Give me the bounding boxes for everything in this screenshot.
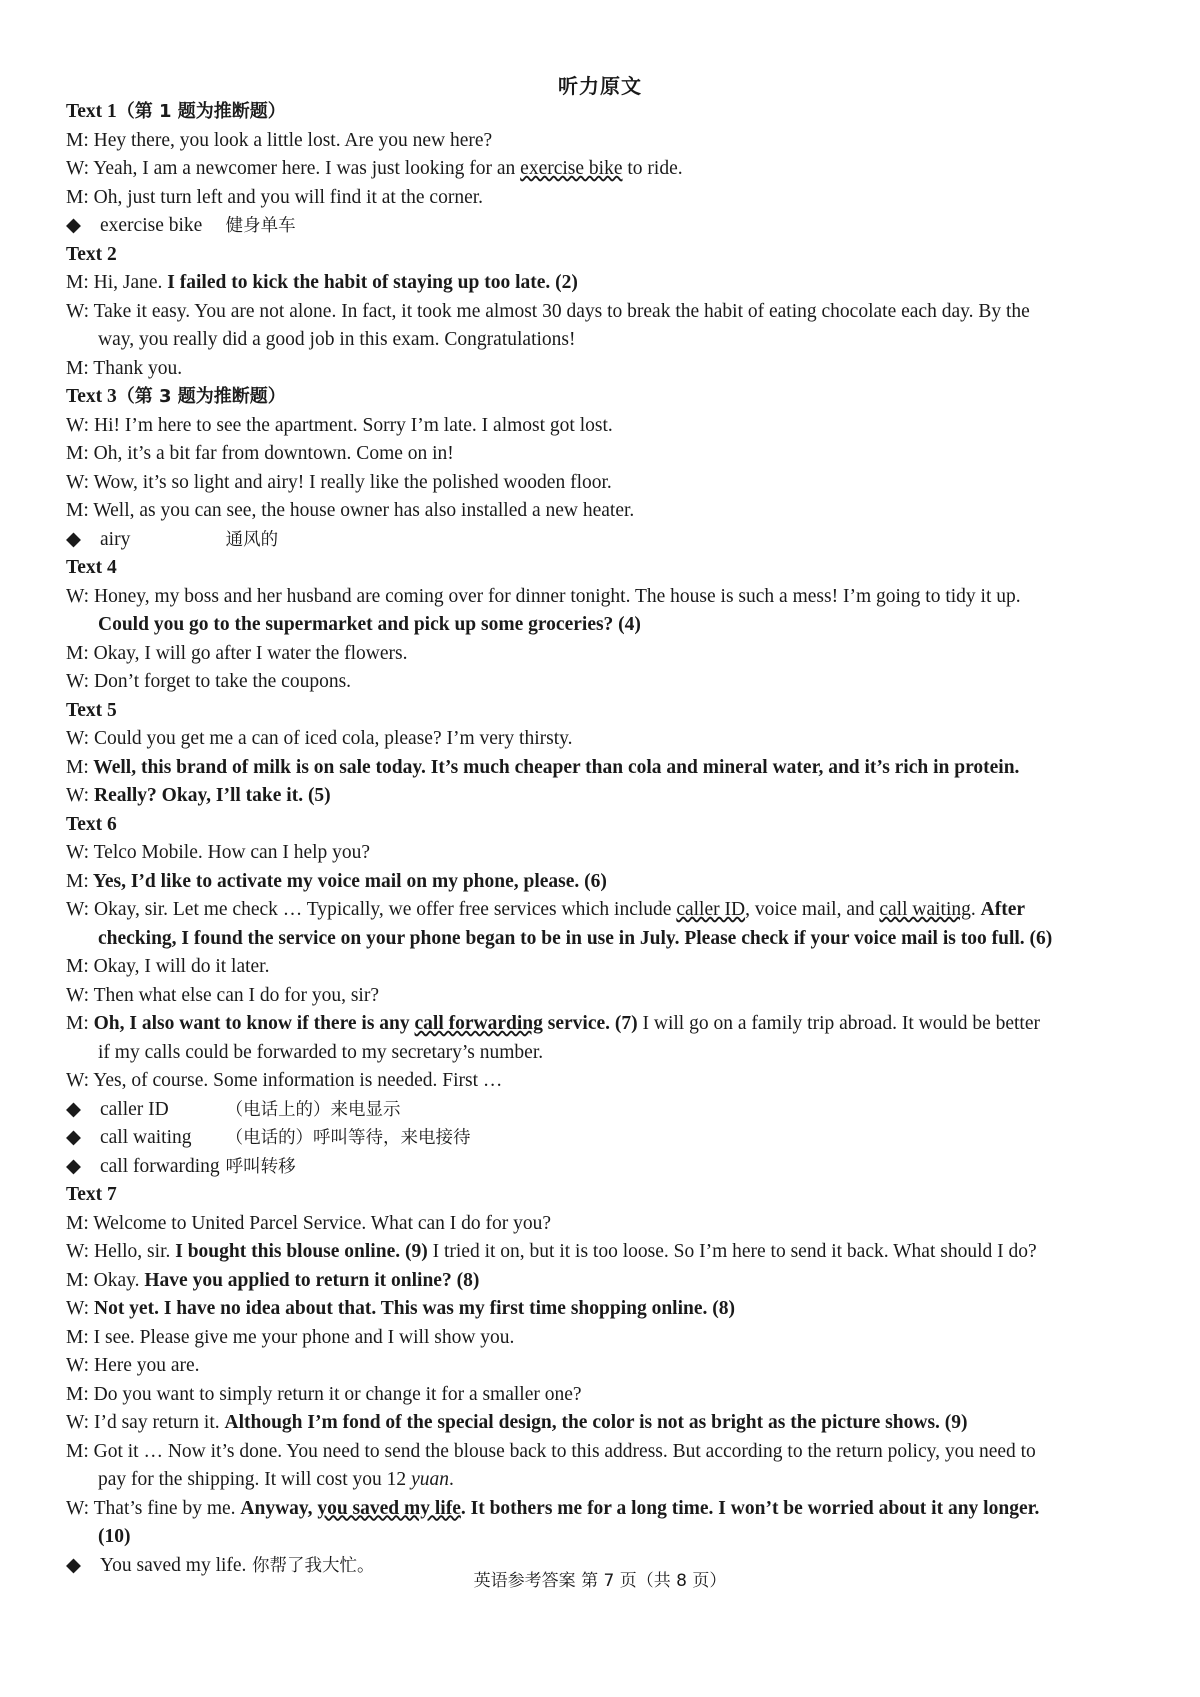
dialogue-text: I see. Please give me your phone and I will show you. <box>88 1326 515 1348</box>
speaker-label: W: <box>66 842 90 863</box>
speaker-label: W: <box>66 414 90 436</box>
dialogue-line <box>66 953 1146 982</box>
vocab-term: You saved my life. <box>100 1554 247 1576</box>
dialogue-line <box>66 1067 1146 1096</box>
dialogue-line <box>66 896 1146 925</box>
dialogue-line <box>66 127 1146 156</box>
dialogue-line <box>66 1495 1146 1524</box>
dialogue-line <box>66 668 1146 697</box>
dialogue-line <box>66 269 1146 298</box>
dialogue-line <box>66 184 1146 213</box>
dialogue-text: Honey, my boss and her husband are coming over for dinner tonight. The house is such a mess! I’m going to tidy it up. <box>89 585 1021 607</box>
page-title: 听力原文 <box>558 74 642 98</box>
speaker-label: W: <box>66 899 90 920</box>
dialogue-line <box>66 640 1146 669</box>
page-footer: 英语参考答案 第 7 页（共 8 页） <box>473 1571 727 1591</box>
speaker-label: W: <box>66 158 90 179</box>
speaker-label: W: <box>66 1412 90 1433</box>
speaker-label: W: <box>66 1355 90 1376</box>
dialogue-text: Anyway, <box>240 1497 318 1519</box>
dialogue-text: to ride. <box>622 158 683 179</box>
section-note: （第 3 题为推断题） <box>116 386 286 407</box>
dialogue-line <box>66 155 1146 184</box>
speaker-label: M: <box>66 500 89 521</box>
dialogue-line <box>66 1267 1146 1296</box>
dialogue-line <box>66 412 1146 441</box>
dialogue-line-continued <box>66 611 1146 640</box>
dialogue-line <box>66 298 1146 327</box>
dialogue-line <box>66 725 1146 754</box>
vocab-translation: 呼叫转移 <box>220 1156 296 1177</box>
dialogue-line <box>66 355 1146 384</box>
dialogue-line <box>66 782 1146 811</box>
dialogue-line <box>66 1238 1146 1267</box>
vocab-note <box>66 526 1146 555</box>
dialogue-line <box>66 982 1146 1011</box>
dialogue-text: Don’t forget to take the coupons. <box>89 671 352 692</box>
dialogue-text: Oh, just turn left and you will find it at the corner. <box>88 186 484 208</box>
dialogue-text: Well, as you can see, the house owner has also installed a new heater. <box>88 500 635 521</box>
dialogue-text: Thank you. <box>88 357 183 379</box>
dialogue-text: Well, this brand of milk is on sale today. It’s much cheaper than cola and mineral water, and it’s rich in protein. <box>88 756 1020 778</box>
diamond-bullet-icon: ◆ <box>66 528 81 550</box>
vocab-term: call forwarding <box>100 1155 220 1177</box>
dialogue-line-continued <box>66 925 1146 954</box>
dialogue-line <box>66 868 1146 897</box>
dialogue-line <box>66 1010 1146 1039</box>
dialogue-text: Hi, Jane. <box>88 272 168 293</box>
dialogue-text: Yes, of course. Some information is needed. First … <box>89 1070 503 1091</box>
dialogue-text: Yes, I’d like to activate my voice mail on my phone, please. (6) <box>88 870 607 892</box>
speaker-label: W: <box>66 1298 90 1319</box>
dialogue-text: Okay, I will do it later. <box>88 956 270 977</box>
section-note: （第 1 题为推断题） <box>116 101 286 122</box>
speaker-label: W: <box>66 671 90 692</box>
dialogue-text: way, you really did a good job in this exam. Congratulations! <box>98 329 576 350</box>
dialogue-text: exercise bike <box>520 158 623 179</box>
speaker-label: M: <box>66 756 89 778</box>
speaker-label: M: <box>66 272 89 293</box>
dialogue-text: Okay. <box>88 1269 145 1291</box>
dialogue-text: Telco Mobile. How can I help you? <box>89 842 371 863</box>
dialogue-text: Hello, sir. <box>89 1241 176 1262</box>
vocab-note <box>66 1096 1146 1125</box>
speaker-label: W: <box>66 471 90 493</box>
vocab-note <box>66 212 1146 241</box>
dialogue-text: . <box>970 899 981 920</box>
speaker-label: M: <box>66 1326 89 1348</box>
speaker-label: M: <box>66 1212 89 1234</box>
dialogue-text: (10) <box>98 1526 131 1547</box>
dialogue-text: Really? Okay, I’ll take it. (5) <box>89 785 331 806</box>
dialogue-line <box>66 440 1146 469</box>
speaker-label: M: <box>66 1440 89 1462</box>
speaker-label: M: <box>66 1383 89 1405</box>
section-title: Text 2 <box>66 243 117 265</box>
dialogue-line-continued <box>66 1466 1146 1495</box>
speaker-label: M: <box>66 1013 89 1034</box>
dialogue-text: Could you go to the supermarket and pick up some groceries? (4) <box>98 614 641 635</box>
dialogue-text: After <box>980 899 1026 920</box>
speaker-label: M: <box>66 1269 89 1291</box>
dialogue-text: Take it easy. You are not alone. In fact, it took me almost 30 days to break the habit of eating chocolate each day. By the <box>89 300 1030 322</box>
dialogue-text: checking, I found the service on your phone began to be in use in July. Please check if your voice mail is too full. (6) <box>98 927 1053 949</box>
section-heading <box>66 811 1146 840</box>
dialogue-line-continued <box>66 1039 1146 1068</box>
dialogue-text: Oh, it’s a bit far from downtown. Come on in! <box>88 443 454 464</box>
dialogue-line <box>66 1210 1146 1239</box>
vocab-note <box>66 1153 1146 1182</box>
dialogue-text: pay for the shipping. It will cost you 12 <box>98 1469 412 1490</box>
dialogue-text: I tried it on, but it is too loose. So I’m here to send it back. What should I do? <box>427 1241 1037 1262</box>
speaker-label: M: <box>66 443 89 464</box>
dialogue-line <box>66 1295 1146 1324</box>
dialogue-text: Hey there, you look a little lost. Are you new here? <box>88 129 493 151</box>
section-heading <box>66 241 1146 270</box>
section-title: Text 3 <box>66 386 117 407</box>
dialogue-text: I’d say return it. <box>89 1412 225 1433</box>
section-title: Text 6 <box>66 813 117 835</box>
dialogue-text: Hi! I’m here to see the apartment. Sorry I’m late. I almost got lost. <box>89 414 613 436</box>
section-title: Text 5 <box>66 699 117 721</box>
dialogue-line <box>66 1381 1146 1410</box>
speaker-label: W: <box>66 1070 90 1091</box>
dialogue-text: Here you are. <box>89 1355 200 1376</box>
dialogue-text: , voice mail, and <box>745 899 880 920</box>
dialogue-text: service. (7) <box>542 1013 638 1034</box>
dialogue-text: if my calls could be forwarded to my secretary’s number. <box>98 1041 544 1063</box>
speaker-label: M: <box>66 186 89 208</box>
dialogue-line <box>66 469 1146 498</box>
section-heading <box>66 98 1146 127</box>
vocab-translation: （电话上的）来电显示 <box>220 1099 401 1120</box>
dialogue-line <box>66 1324 1146 1353</box>
speaker-label: W: <box>66 984 90 1006</box>
speaker-label: M: <box>66 642 89 664</box>
dialogue-line <box>66 1352 1146 1381</box>
diamond-bullet-icon: ◆ <box>66 1554 81 1576</box>
section-title: Text 4 <box>66 557 117 578</box>
section-heading <box>66 1181 1146 1210</box>
dialogue-line <box>66 583 1146 612</box>
dialogue-text: Then what else can I do for you, sir? <box>89 984 379 1006</box>
dialogue-line <box>66 754 1146 783</box>
vocab-translation: 健身单车 <box>220 216 296 236</box>
transcript-body <box>66 98 1146 1580</box>
dialogue-line-continued <box>66 1523 1146 1552</box>
diamond-bullet-icon: ◆ <box>66 1127 81 1148</box>
dialogue-text: you saved my life <box>317 1497 461 1519</box>
dialogue-text: Got it … Now it’s done. You need to send the blouse back to this address. But according to the return policy, you need to <box>88 1440 1036 1462</box>
section-title: Text 7 <box>66 1184 117 1205</box>
vocab-note <box>66 1124 1146 1153</box>
section-heading <box>66 697 1146 726</box>
section-heading <box>66 383 1146 412</box>
dialogue-text: call waiting <box>879 899 971 920</box>
vocab-translation: （电话的）呼叫等待，来电接待 <box>220 1128 471 1148</box>
speaker-label: W: <box>66 728 90 749</box>
dialogue-text: Okay, I will go after I water the flowers. <box>88 642 408 664</box>
dialogue-text: Although I’m fond of the special design, the color is not as bright as the picture shows. (9) <box>224 1412 968 1433</box>
vocab-term: exercise bike <box>100 215 203 236</box>
dialogue-text: Have you applied to return it online? (8) <box>144 1269 480 1291</box>
dialogue-text: yuan <box>411 1469 449 1490</box>
diamond-bullet-icon: ◆ <box>66 1098 81 1120</box>
vocab-term: airy <box>100 528 131 550</box>
speaker-label: W: <box>66 1241 90 1262</box>
speaker-label: W: <box>66 300 90 322</box>
dialogue-text: Oh, I also want to know if there is any <box>88 1013 415 1034</box>
diamond-bullet-icon: ◆ <box>66 215 81 236</box>
dialogue-text: Could you get me a can of iced cola, please? I’m very thirsty. <box>89 728 573 749</box>
vocab-translation: 通风的 <box>220 529 279 550</box>
dialogue-text: I will go on a family trip abroad. It would be better <box>637 1013 1040 1034</box>
dialogue-text: I failed to kick the habit of staying up too late. (2) <box>167 272 578 293</box>
speaker-label: W: <box>66 1497 90 1519</box>
diamond-bullet-icon: ◆ <box>66 1155 81 1177</box>
speaker-label: W: <box>66 585 90 607</box>
dialogue-text: Okay, sir. Let me check … Typically, we offer free services which include <box>89 899 677 920</box>
section-title: Text 1 <box>66 101 117 122</box>
dialogue-line-continued <box>66 326 1146 355</box>
dialogue-line <box>66 497 1146 526</box>
dialogue-text: Not yet. I have no idea about that. This was my first time shopping online. (8) <box>89 1298 736 1319</box>
vocab-term: call waiting <box>100 1127 192 1148</box>
dialogue-line <box>66 1409 1146 1438</box>
dialogue-line <box>66 839 1146 868</box>
section-heading <box>66 554 1146 583</box>
dialogue-text: call forwarding <box>414 1013 543 1034</box>
speaker-label: M: <box>66 129 89 151</box>
dialogue-text: Do you want to simply return it or change it for a smaller one? <box>88 1383 582 1405</box>
dialogue-text: That’s fine by me. <box>89 1497 241 1519</box>
speaker-label: M: <box>66 357 89 379</box>
dialogue-text: caller ID <box>676 899 746 920</box>
dialogue-text: . <box>448 1469 454 1490</box>
dialogue-line <box>66 1438 1146 1467</box>
dialogue-text: Wow, it’s so light and airy! I really like the polished wooden floor. <box>89 471 612 493</box>
dialogue-text: I bought this blouse online. (9) <box>175 1241 428 1262</box>
speaker-label: M: <box>66 870 89 892</box>
speaker-label: M: <box>66 956 89 977</box>
dialogue-text: Welcome to United Parcel Service. What can I do for you? <box>88 1212 552 1234</box>
dialogue-text: . It bothers me for a long time. I won’t be worried about it any longer. <box>460 1497 1040 1519</box>
vocab-term: caller ID <box>100 1098 169 1120</box>
dialogue-text: Yeah, I am a newcomer here. I was just looking for an <box>89 158 521 179</box>
speaker-label: W: <box>66 785 90 806</box>
vocab-translation: 你帮了我大忙。 <box>246 1555 375 1576</box>
